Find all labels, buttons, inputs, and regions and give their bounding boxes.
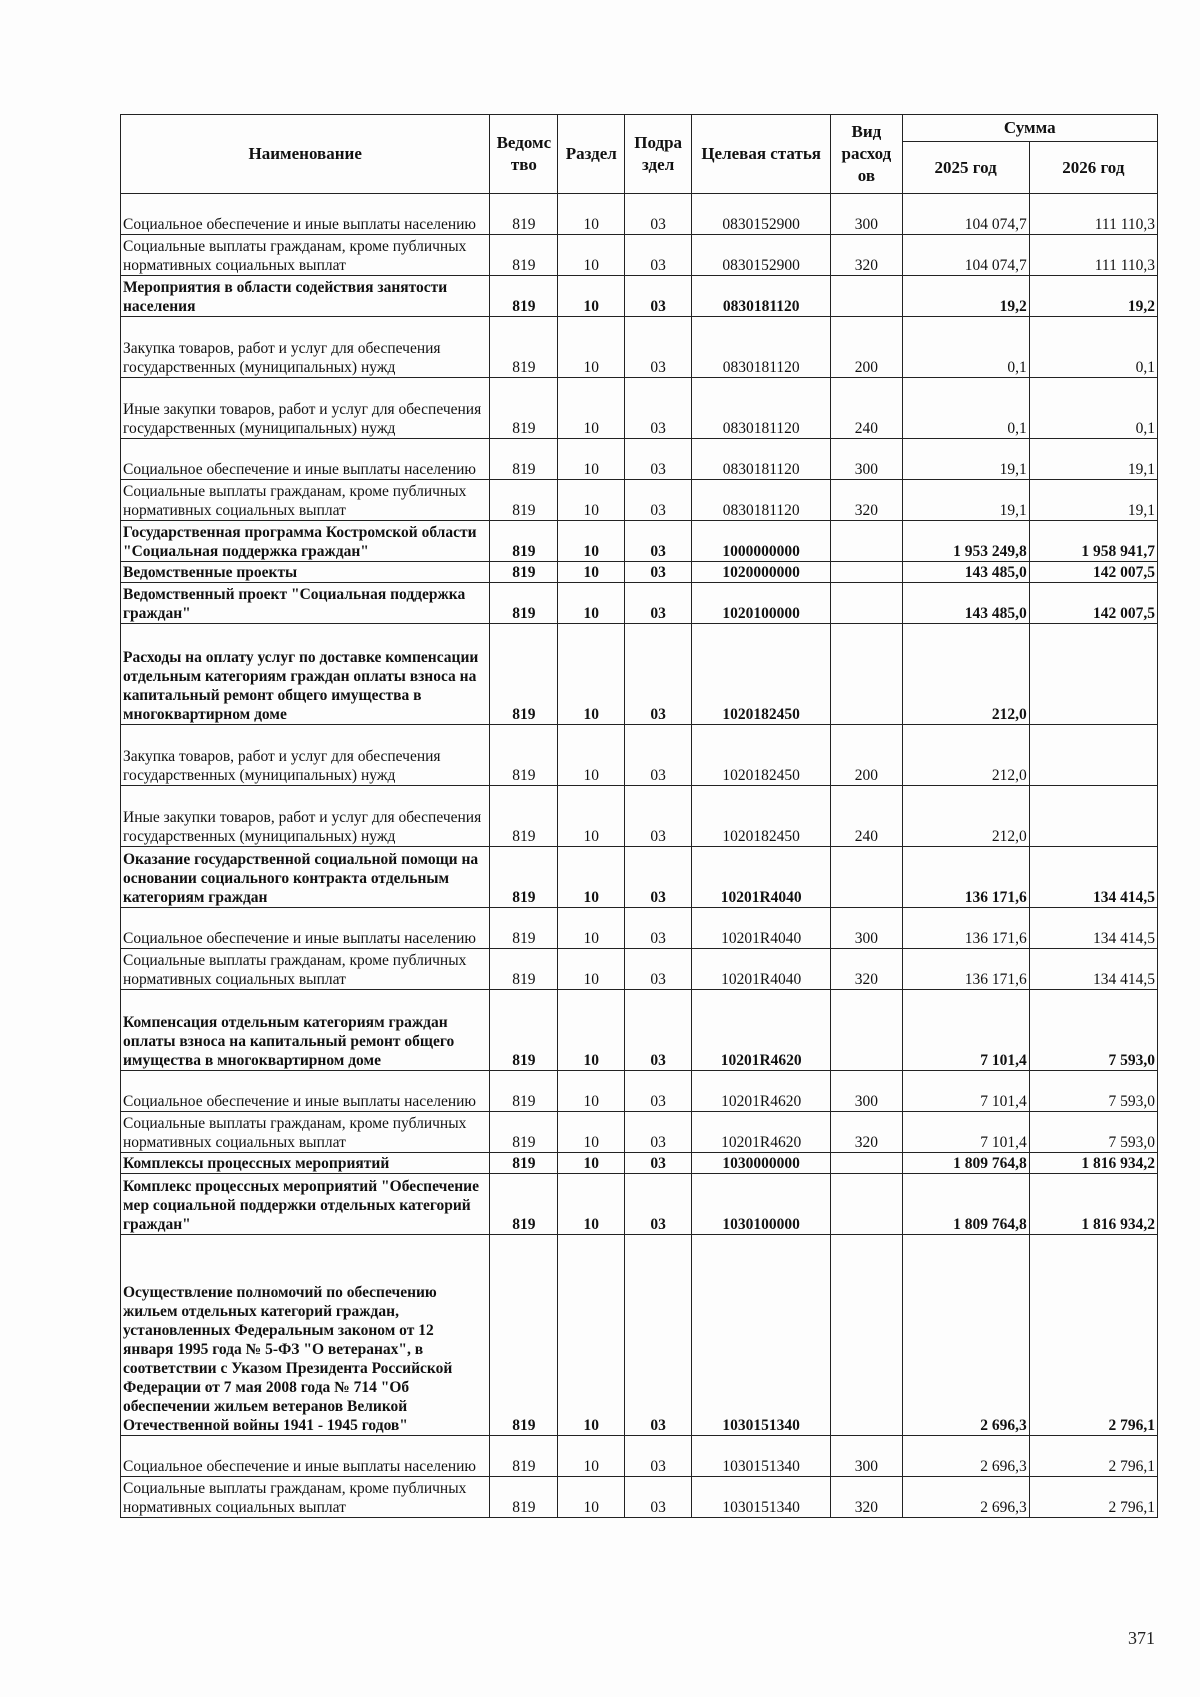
row-target: 1020000000: [692, 562, 831, 583]
row-target: 1020100000: [692, 583, 831, 624]
row-dept: 819: [490, 583, 558, 624]
row-exp-type: 240: [831, 378, 902, 439]
row-subsection: 03: [625, 949, 692, 990]
row-subsection: 03: [625, 1477, 692, 1518]
row-section: 10: [558, 276, 625, 317]
row-exp-type: 300: [831, 908, 902, 949]
header-subsection: Подра здел: [625, 115, 692, 194]
header-year-2025: 2025 год: [902, 142, 1029, 194]
row-subsection: 03: [625, 1071, 692, 1112]
page-number: 371: [1128, 1628, 1155, 1648]
row-sum-2026: [1029, 786, 1157, 847]
header-target: Целевая статья: [692, 115, 831, 194]
row-section: 10: [558, 583, 625, 624]
row-section: 10: [558, 562, 625, 583]
row-dept: 819: [490, 1436, 558, 1477]
row-dept: 819: [490, 1071, 558, 1112]
table-row: [121, 1436, 1158, 1477]
row-target: 10201R4040: [692, 847, 831, 908]
row-section: 10: [558, 990, 625, 1071]
row-name: Социальное обеспечение и иные выплаты населению: [121, 194, 490, 235]
row-sum-2026: 2 796,1: [1029, 1235, 1157, 1436]
row-name: Комплексы процессных мероприятий: [121, 1153, 490, 1174]
row-subsection: 03: [625, 1153, 692, 1174]
table-row: [121, 562, 1158, 583]
row-subsection: 03: [625, 990, 692, 1071]
row-sum-2026: 111 110,3: [1029, 235, 1157, 276]
row-subsection: 03: [625, 1112, 692, 1153]
row-target: 10201R4040: [692, 949, 831, 990]
row-sum-2025: 136 171,6: [902, 949, 1029, 990]
row-exp-type: [831, 1153, 902, 1174]
row-sum-2026: 7 593,0: [1029, 1112, 1157, 1153]
row-exp-type: 200: [831, 725, 902, 786]
row-sum-2025: 136 171,6: [902, 847, 1029, 908]
row-section: 10: [558, 908, 625, 949]
row-exp-type: [831, 847, 902, 908]
table-row: [121, 521, 1158, 562]
row-subsection: 03: [625, 847, 692, 908]
row-subsection: 03: [625, 583, 692, 624]
table-row: [121, 786, 1158, 847]
row-dept: 819: [490, 1174, 558, 1235]
row-section: 10: [558, 786, 625, 847]
row-exp-type: 300: [831, 1436, 902, 1477]
row-dept: 819: [490, 194, 558, 235]
table-row: [121, 1071, 1158, 1112]
row-section: 10: [558, 480, 625, 521]
row-section: 10: [558, 521, 625, 562]
row-sum-2025: 212,0: [902, 725, 1029, 786]
row-name: Социальное обеспечение и иные выплаты населению: [121, 1436, 490, 1477]
row-target: 1020182450: [692, 624, 831, 725]
row-name: Социальное обеспечение и иные выплаты населению: [121, 908, 490, 949]
row-exp-type: [831, 1174, 902, 1235]
row-name: Социальные выплаты гражданам, кроме публичных нормативных социальных выплат: [121, 949, 490, 990]
row-exp-type: [831, 521, 902, 562]
row-sum-2025: 1 809 764,8: [902, 1174, 1029, 1235]
row-sum-2025: 1 809 764,8: [902, 1153, 1029, 1174]
row-dept: 819: [490, 378, 558, 439]
header-section: Раздел: [558, 115, 625, 194]
table-body: [121, 194, 1158, 1518]
row-sum-2026: 19,1: [1029, 480, 1157, 521]
row-name: Социальные выплаты гражданам, кроме публичных нормативных социальных выплат: [121, 235, 490, 276]
row-dept: 819: [490, 908, 558, 949]
row-section: 10: [558, 847, 625, 908]
row-subsection: 03: [625, 1235, 692, 1436]
row-subsection: 03: [625, 378, 692, 439]
row-sum-2026: 2 796,1: [1029, 1436, 1157, 1477]
row-exp-type: [831, 583, 902, 624]
budget-table: [120, 114, 1158, 1518]
row-sum-2026: 19,1: [1029, 439, 1157, 480]
row-dept: 819: [490, 235, 558, 276]
table-row: [121, 276, 1158, 317]
row-exp-type: 320: [831, 949, 902, 990]
row-target: 1030100000: [692, 1174, 831, 1235]
row-sum-2025: 2 696,3: [902, 1477, 1029, 1518]
row-target: 10201R4040: [692, 908, 831, 949]
row-sum-2026: 134 414,5: [1029, 908, 1157, 949]
row-section: 10: [558, 725, 625, 786]
table-row: [121, 1112, 1158, 1153]
row-exp-type: 320: [831, 1112, 902, 1153]
row-dept: 819: [490, 725, 558, 786]
row-sum-2025: 0,1: [902, 317, 1029, 378]
row-sum-2025: 1 953 249,8: [902, 521, 1029, 562]
row-target: 1020182450: [692, 786, 831, 847]
row-sum-2025: 212,0: [902, 786, 1029, 847]
row-sum-2025: 19,1: [902, 480, 1029, 521]
row-section: 10: [558, 1436, 625, 1477]
row-dept: 819: [490, 786, 558, 847]
row-sum-2025: 143 485,0: [902, 562, 1029, 583]
row-dept: 819: [490, 439, 558, 480]
row-sum-2026: 111 110,3: [1029, 194, 1157, 235]
table-row: [121, 949, 1158, 990]
row-sum-2025: 2 696,3: [902, 1436, 1029, 1477]
row-name: Осуществление полномочий по обеспечению жильем отдельных категорий граждан, установленных Федеральным законом от 12 января 1995 года № 5-ФЗ "О ветеранах", в соответствии с Указом Президента Российской Федерации от 7 мая 2008 года № 714 "Об обеспечении жильем ветеранов Великой Отечественной войны 1941 - 1945 годов": [121, 1235, 490, 1436]
row-sum-2025: 143 485,0: [902, 583, 1029, 624]
row-section: 10: [558, 624, 625, 725]
row-target: 1030151340: [692, 1477, 831, 1518]
row-sum-2026: 142 007,5: [1029, 562, 1157, 583]
row-exp-type: 320: [831, 1477, 902, 1518]
row-name: Закупка товаров, работ и услуг для обеспечения государственных (муниципальных) нужд: [121, 725, 490, 786]
row-target: 0830181120: [692, 276, 831, 317]
row-sum-2026: 134 414,5: [1029, 847, 1157, 908]
row-target: 0830181120: [692, 378, 831, 439]
row-name: Компенсация отдельным категориям граждан оплаты взноса на капитальный ремонт общего имущества в многоквартирном доме: [121, 990, 490, 1071]
row-dept: 819: [490, 1112, 558, 1153]
row-subsection: 03: [625, 1436, 692, 1477]
table-header: [121, 115, 1158, 194]
row-subsection: 03: [625, 235, 692, 276]
row-exp-type: 200: [831, 317, 902, 378]
row-sum-2026: [1029, 624, 1157, 725]
table-row: [121, 624, 1158, 725]
row-section: 10: [558, 439, 625, 480]
row-exp-type: 320: [831, 235, 902, 276]
row-subsection: 03: [625, 276, 692, 317]
row-target: 1030151340: [692, 1436, 831, 1477]
row-target: 10201R4620: [692, 1071, 831, 1112]
row-name: Закупка товаров, работ и услуг для обеспечения государственных (муниципальных) нужд: [121, 317, 490, 378]
row-target: 0830152900: [692, 194, 831, 235]
row-name: Социальные выплаты гражданам, кроме публичных нормативных социальных выплат: [121, 1477, 490, 1518]
row-sum-2025: 19,2: [902, 276, 1029, 317]
header-sum: Сумма: [902, 115, 1157, 142]
row-name: Иные закупки товаров, работ и услуг для обеспечения государственных (муниципальных) нужд: [121, 378, 490, 439]
row-name: Государственная программа Костромской области "Социальная поддержка граждан": [121, 521, 490, 562]
table-row: [121, 725, 1158, 786]
row-section: 10: [558, 949, 625, 990]
row-subsection: 03: [625, 562, 692, 583]
header-year-2026: 2026 год: [1029, 142, 1157, 194]
table-row: [121, 908, 1158, 949]
row-dept: 819: [490, 276, 558, 317]
row-target: 0830152900: [692, 235, 831, 276]
row-sum-2025: 104 074,7: [902, 235, 1029, 276]
row-sum-2025: 19,1: [902, 439, 1029, 480]
row-target: 0830181120: [692, 317, 831, 378]
header-exp-type: Вид расход ов: [831, 115, 902, 194]
row-section: 10: [558, 317, 625, 378]
row-section: 10: [558, 1112, 625, 1153]
row-dept: 819: [490, 562, 558, 583]
row-name: Социальные выплаты гражданам, кроме публичных нормативных социальных выплат: [121, 480, 490, 521]
row-exp-type: [831, 276, 902, 317]
row-target: 0830181120: [692, 439, 831, 480]
row-dept: 819: [490, 521, 558, 562]
row-exp-type: 300: [831, 194, 902, 235]
row-sum-2026: 7 593,0: [1029, 1071, 1157, 1112]
row-exp-type: 240: [831, 786, 902, 847]
row-name: Ведомственный проект "Социальная поддержка граждан": [121, 583, 490, 624]
table-row: [121, 1235, 1158, 1436]
row-name: Мероприятия в области содействия занятости населения: [121, 276, 490, 317]
row-sum-2025: 7 101,4: [902, 1071, 1029, 1112]
row-sum-2025: 2 696,3: [902, 1235, 1029, 1436]
row-subsection: 03: [625, 1174, 692, 1235]
row-name: Расходы на оплату услуг по доставке компенсации отдельным категориям граждан оплаты взноса на капитальный ремонт общего имущества в многоквартирном доме: [121, 624, 490, 725]
row-exp-type: [831, 562, 902, 583]
row-dept: 819: [490, 949, 558, 990]
row-dept: 819: [490, 990, 558, 1071]
row-subsection: 03: [625, 317, 692, 378]
row-sum-2025: 7 101,4: [902, 990, 1029, 1071]
row-exp-type: [831, 1235, 902, 1436]
row-exp-type: 300: [831, 439, 902, 480]
row-target: 1030151340: [692, 1235, 831, 1436]
row-name: Социальные выплаты гражданам, кроме публичных нормативных социальных выплат: [121, 1112, 490, 1153]
row-sum-2026: 134 414,5: [1029, 949, 1157, 990]
row-sum-2026: 7 593,0: [1029, 990, 1157, 1071]
header-name: Наименование: [121, 115, 490, 194]
row-sum-2026: 1 816 934,2: [1029, 1174, 1157, 1235]
row-name: Комплекс процессных мероприятий "Обеспечение мер социальной поддержки отдельных категорий граждан": [121, 1174, 490, 1235]
row-subsection: 03: [625, 624, 692, 725]
row-target: 10201R4620: [692, 990, 831, 1071]
row-target: 1000000000: [692, 521, 831, 562]
row-exp-type: [831, 990, 902, 1071]
row-exp-type: 300: [831, 1071, 902, 1112]
header-dept: Ведомс тво: [490, 115, 558, 194]
row-sum-2026: 0,1: [1029, 317, 1157, 378]
row-dept: 819: [490, 480, 558, 521]
row-sum-2025: 7 101,4: [902, 1112, 1029, 1153]
row-subsection: 03: [625, 439, 692, 480]
row-sum-2025: 0,1: [902, 378, 1029, 439]
row-subsection: 03: [625, 480, 692, 521]
row-subsection: 03: [625, 786, 692, 847]
row-subsection: 03: [625, 194, 692, 235]
row-dept: 819: [490, 317, 558, 378]
row-sum-2026: 1 816 934,2: [1029, 1153, 1157, 1174]
table-row: [121, 1174, 1158, 1235]
table-row: [121, 847, 1158, 908]
row-dept: 819: [490, 847, 558, 908]
row-section: 10: [558, 194, 625, 235]
row-section: 10: [558, 378, 625, 439]
row-dept: 819: [490, 1477, 558, 1518]
row-name: Социальное обеспечение и иные выплаты населению: [121, 1071, 490, 1112]
table-row: [121, 235, 1158, 276]
row-target: 1030000000: [692, 1153, 831, 1174]
table-row: [121, 317, 1158, 378]
table-row: [121, 583, 1158, 624]
row-sum-2026: 2 796,1: [1029, 1477, 1157, 1518]
row-target: 10201R4620: [692, 1112, 831, 1153]
row-exp-type: [831, 624, 902, 725]
row-name: Социальное обеспечение и иные выплаты населению: [121, 439, 490, 480]
row-sum-2026: 142 007,5: [1029, 583, 1157, 624]
row-target: 0830181120: [692, 480, 831, 521]
row-section: 10: [558, 1153, 625, 1174]
row-dept: 819: [490, 1153, 558, 1174]
row-sum-2026: [1029, 725, 1157, 786]
row-exp-type: 320: [831, 480, 902, 521]
table-row: [121, 194, 1158, 235]
row-name: Иные закупки товаров, работ и услуг для обеспечения государственных (муниципальных) нужд: [121, 786, 490, 847]
row-subsection: 03: [625, 521, 692, 562]
row-section: 10: [558, 1477, 625, 1518]
row-section: 10: [558, 235, 625, 276]
table-row: [121, 378, 1158, 439]
row-name: Ведомственные проекты: [121, 562, 490, 583]
table-row: [121, 439, 1158, 480]
row-sum-2026: 0,1: [1029, 378, 1157, 439]
row-subsection: 03: [625, 725, 692, 786]
row-sum-2025: 136 171,6: [902, 908, 1029, 949]
table-row: [121, 1153, 1158, 1174]
row-section: 10: [558, 1174, 625, 1235]
table-row: [121, 1477, 1158, 1518]
row-sum-2026: 19,2: [1029, 276, 1157, 317]
row-section: 10: [558, 1071, 625, 1112]
table-row: [121, 990, 1158, 1071]
table-row: [121, 480, 1158, 521]
row-dept: 819: [490, 624, 558, 725]
row-sum-2025: 212,0: [902, 624, 1029, 725]
row-dept: 819: [490, 1235, 558, 1436]
row-target: 1020182450: [692, 725, 831, 786]
row-subsection: 03: [625, 908, 692, 949]
row-sum-2026: 1 958 941,7: [1029, 521, 1157, 562]
row-name: Оказание государственной социальной помощи на основании социального контракта отдельным категориям граждан: [121, 847, 490, 908]
row-sum-2025: 104 074,7: [902, 194, 1029, 235]
row-section: 10: [558, 1235, 625, 1436]
